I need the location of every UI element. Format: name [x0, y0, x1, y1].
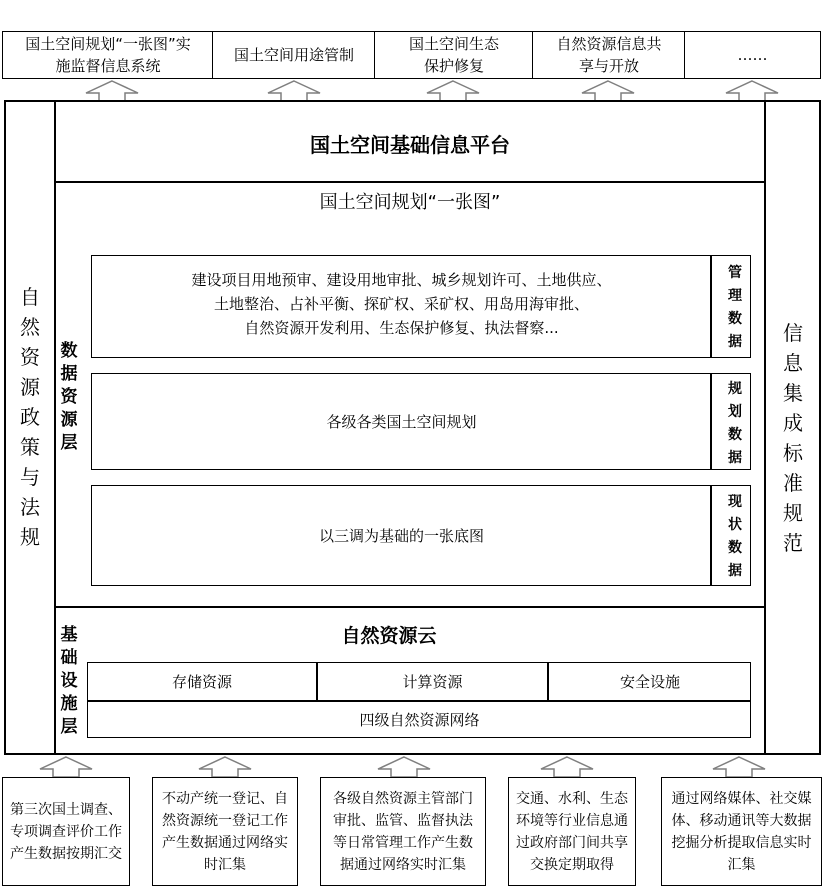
security-facility: 安全设施 — [619, 672, 680, 691]
map-title: 国土空间规划“一张图” — [319, 192, 501, 213]
source-1 — [2, 777, 130, 886]
data-layer-label: 数据资源层 — [60, 341, 78, 453]
source-5-text: 通过网络媒体、社交媒体、移动通讯等大数据挖掘分析提取信息实时汇集 — [671, 790, 812, 873]
right-pillar-label: 信息集成标准规范 — [783, 321, 803, 555]
status-text: 以三调为基础的一张底图 — [318, 527, 484, 545]
up-arrow-icon — [423, 79, 483, 101]
top-system-4 — [532, 31, 686, 79]
up-arrow-icon — [374, 755, 434, 777]
infra-layer-label: 基础设施层 — [60, 625, 78, 737]
source-4 — [508, 777, 636, 886]
top-system-5-label: …… — [737, 46, 768, 64]
infra-divider — [55, 606, 765, 608]
source-3-text: 各级自然资源主管部门审批、监管、监督执法等日常管理工作产生数据通过网络实时汇集 — [333, 790, 473, 873]
management-line-2: 土地整治、占补平衡、探矿权、采矿权、用岛用海审批、 — [213, 295, 589, 313]
planning-text: 各级各类国土空间规划 — [326, 413, 477, 431]
right-pillar-divider — [764, 100, 766, 755]
top-system-2-label: 国土空间用途管制 — [233, 46, 354, 64]
top-system-3-label: 国土空间生态保护修复 — [408, 35, 499, 75]
status-tag: 现状数据 — [728, 494, 742, 579]
source-2-text: 不动产统一登记、自然资源统一登记工作产生数据通过网络实时汇集 — [162, 790, 288, 873]
top-system-4-label: 自然资源信息共享与开放 — [556, 35, 662, 75]
planning-tag: 规划数据 — [728, 381, 742, 466]
source-5 — [661, 777, 822, 886]
cloud-title: 自然资源云 — [341, 624, 437, 647]
platform-divider — [55, 181, 765, 183]
left-pillar-label: 自然资源政策与法规 — [20, 285, 40, 549]
compute-resource: 计算资源 — [402, 672, 463, 691]
source-2 — [152, 777, 298, 886]
up-arrow-icon — [578, 79, 638, 101]
top-system-1 — [2, 31, 214, 79]
management-text — [93, 268, 710, 340]
up-arrow-icon — [722, 79, 782, 101]
up-arrow-icon — [537, 755, 597, 777]
network-resource: 四级自然资源网络 — [359, 711, 480, 729]
management-line-1: 建设项目用地预审、建设用地审批、城乡规划许可、土地供应、 — [191, 271, 612, 289]
management-tag: 管理数据 — [728, 265, 742, 350]
up-arrow-icon — [82, 79, 142, 101]
top-system-3 — [374, 31, 534, 79]
up-arrow-icon — [264, 79, 324, 101]
up-arrow-icon — [36, 755, 96, 777]
management-divider — [710, 255, 712, 358]
source-1-text: 第三次国土调查、专项调查评价工作产生数据按期汇交 — [10, 801, 122, 862]
up-arrow-icon — [195, 755, 255, 777]
management-line-3: 自然资源开发利用、生态保护修复、执法督察... — [244, 319, 559, 337]
top-system-5 — [684, 31, 821, 79]
top-system-2 — [212, 31, 376, 79]
source-3 — [320, 777, 486, 886]
planning-divider — [710, 373, 712, 470]
top-system-1-label: 国土空间规划“一张图”实施监督信息系统 — [25, 35, 191, 75]
storage-resource: 存储资源 — [171, 672, 232, 691]
up-arrow-icon — [709, 755, 769, 777]
status-divider — [710, 485, 712, 586]
source-4-text: 交通、水利、生态环境等行业信息通过政府部门间共享交换定期取得 — [516, 790, 628, 873]
platform-title: 国土空间基础信息平台 — [310, 132, 510, 157]
